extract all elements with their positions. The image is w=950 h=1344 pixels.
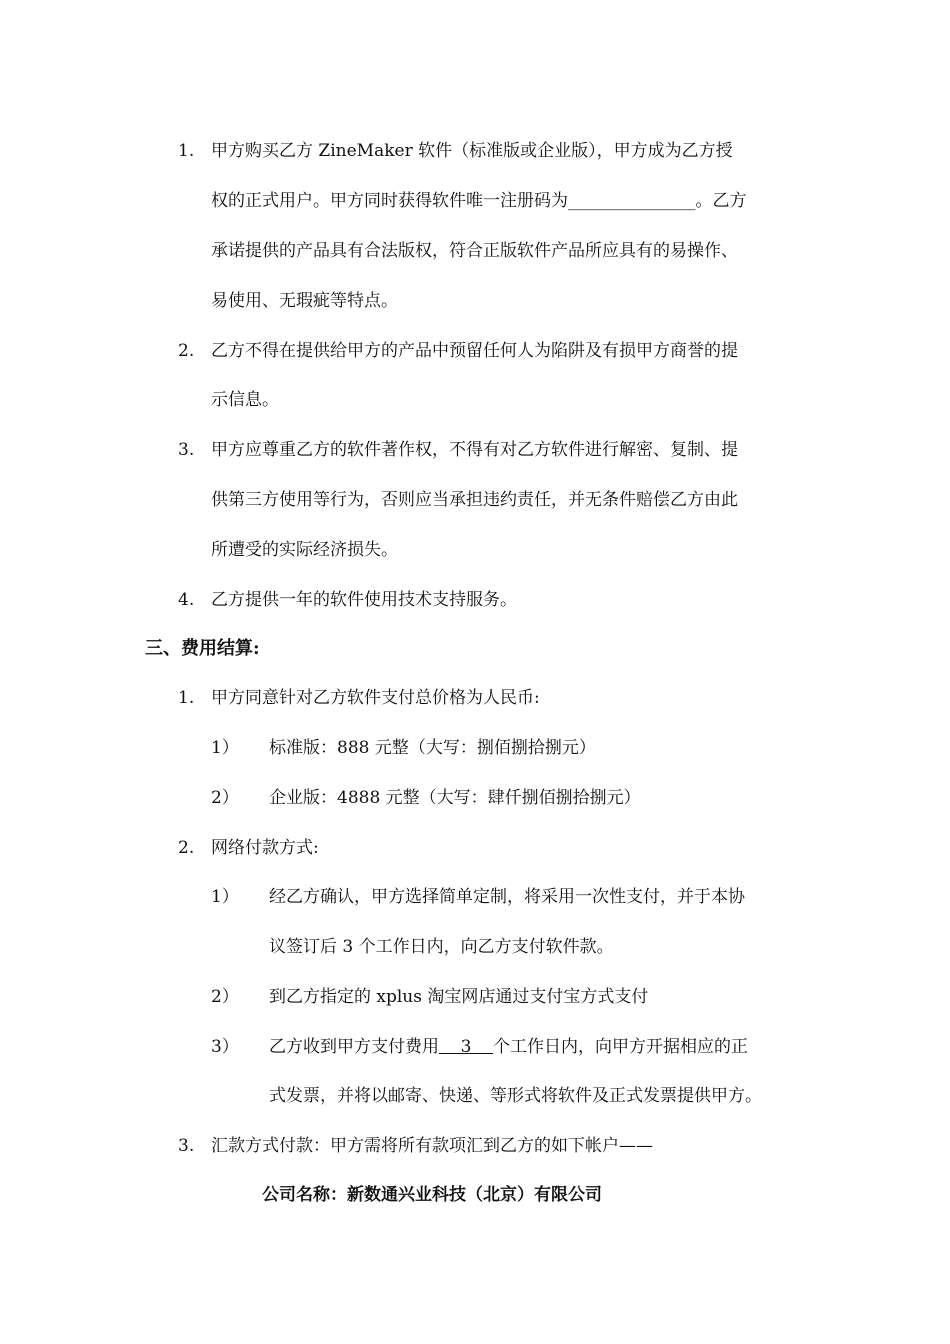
- list-item-text-line: 易使用、无瑕疵等特点。: [211, 291, 398, 311]
- list-item-text-line: 甲方购买乙方 ZineMaker 软件（标准版或企业版），甲方成为乙方授: [211, 141, 733, 161]
- list-item-number: 1.: [178, 141, 195, 161]
- company-name-value: 新数通兴业科技（北京）有限公司: [347, 1185, 602, 1205]
- sub-item-number: 1）: [211, 887, 239, 907]
- company-name-line: [262, 1183, 602, 1207]
- list-item-number: 2.: [178, 341, 195, 361]
- sub-item-number: 2）: [211, 987, 239, 1007]
- section-heading: 三、费用结算:: [145, 638, 260, 659]
- list-item-text-line: 网络付款方式:: [211, 838, 319, 858]
- list-item-text-line: 乙方不得在提供给甲方的产品中预留任何人为陷阱及有损甲方商誉的提: [211, 341, 738, 361]
- sub-item-text: 到乙方指定的 xplus 淘宝网店通过支付宝方式支付: [269, 987, 649, 1007]
- list-item-text-line: 承诺提供的产品具有合法版权，符合正版软件产品所应具有的易操作、: [211, 241, 738, 261]
- payment-text-after: 个工作日内，向甲方开据相应的正: [493, 1037, 749, 1057]
- list-item-number: 1.: [178, 688, 195, 708]
- company-name-label: 公司名称：: [262, 1185, 347, 1205]
- list-item-text-line: 甲方应尊重乙方的软件著作权，不得有对乙方软件进行解密、复制、提: [211, 440, 738, 460]
- list-item-number: 2.: [178, 838, 195, 858]
- sub-item-number: 1）: [211, 738, 239, 758]
- list-item-text-line: 所遭受的实际经济损失。: [211, 540, 398, 560]
- sub-item-number: 3）: [211, 1037, 239, 1057]
- sub-item-text: [269, 1035, 748, 1059]
- list-item-text-line: 汇款方式付款：甲方需将所有款项汇到乙方的如下帐户——: [211, 1136, 653, 1156]
- sub-item-text: 企业版：4888 元整（大写：肆仟捌佰捌拾捌元）: [269, 788, 641, 808]
- list-item-text-line: 供第三方使用等行为，否则应当承担违约责任，并无条件赔偿乙方由此: [211, 490, 738, 510]
- list-item-text-line: 示信息。: [211, 390, 279, 410]
- working-days-value: 3: [439, 1037, 494, 1057]
- sub-item-number: 2）: [211, 788, 239, 808]
- sub-item-text: 经乙方确认，甲方选择简单定制，将采用一次性支付，并于本协: [269, 887, 745, 907]
- list-item-number: 4.: [178, 590, 195, 610]
- sub-item-text: 议签订后 3 个工作日内，向乙方支付软件款。: [269, 937, 614, 957]
- list-item-number: 3.: [178, 1136, 195, 1156]
- list-item-text-line: 甲方同意针对乙方软件支付总价格为人民币:: [211, 688, 540, 708]
- list-item-text-line: 权的正式用户。甲方同时获得软件唯一注册码为_______________。乙方: [211, 191, 747, 211]
- payment-text-before: 乙方收到甲方支付费用: [269, 1037, 439, 1057]
- list-item-number: 3.: [178, 440, 195, 460]
- list-item-text-line: 乙方提供一年的软件使用技术支持服务。: [211, 590, 517, 610]
- sub-item-text: 标准版：888 元整（大写：捌佰捌拾捌元）: [269, 738, 596, 758]
- sub-item-text: 式发票，并将以邮寄、快递、等形式将软件及正式发票提供甲方。: [269, 1086, 762, 1106]
